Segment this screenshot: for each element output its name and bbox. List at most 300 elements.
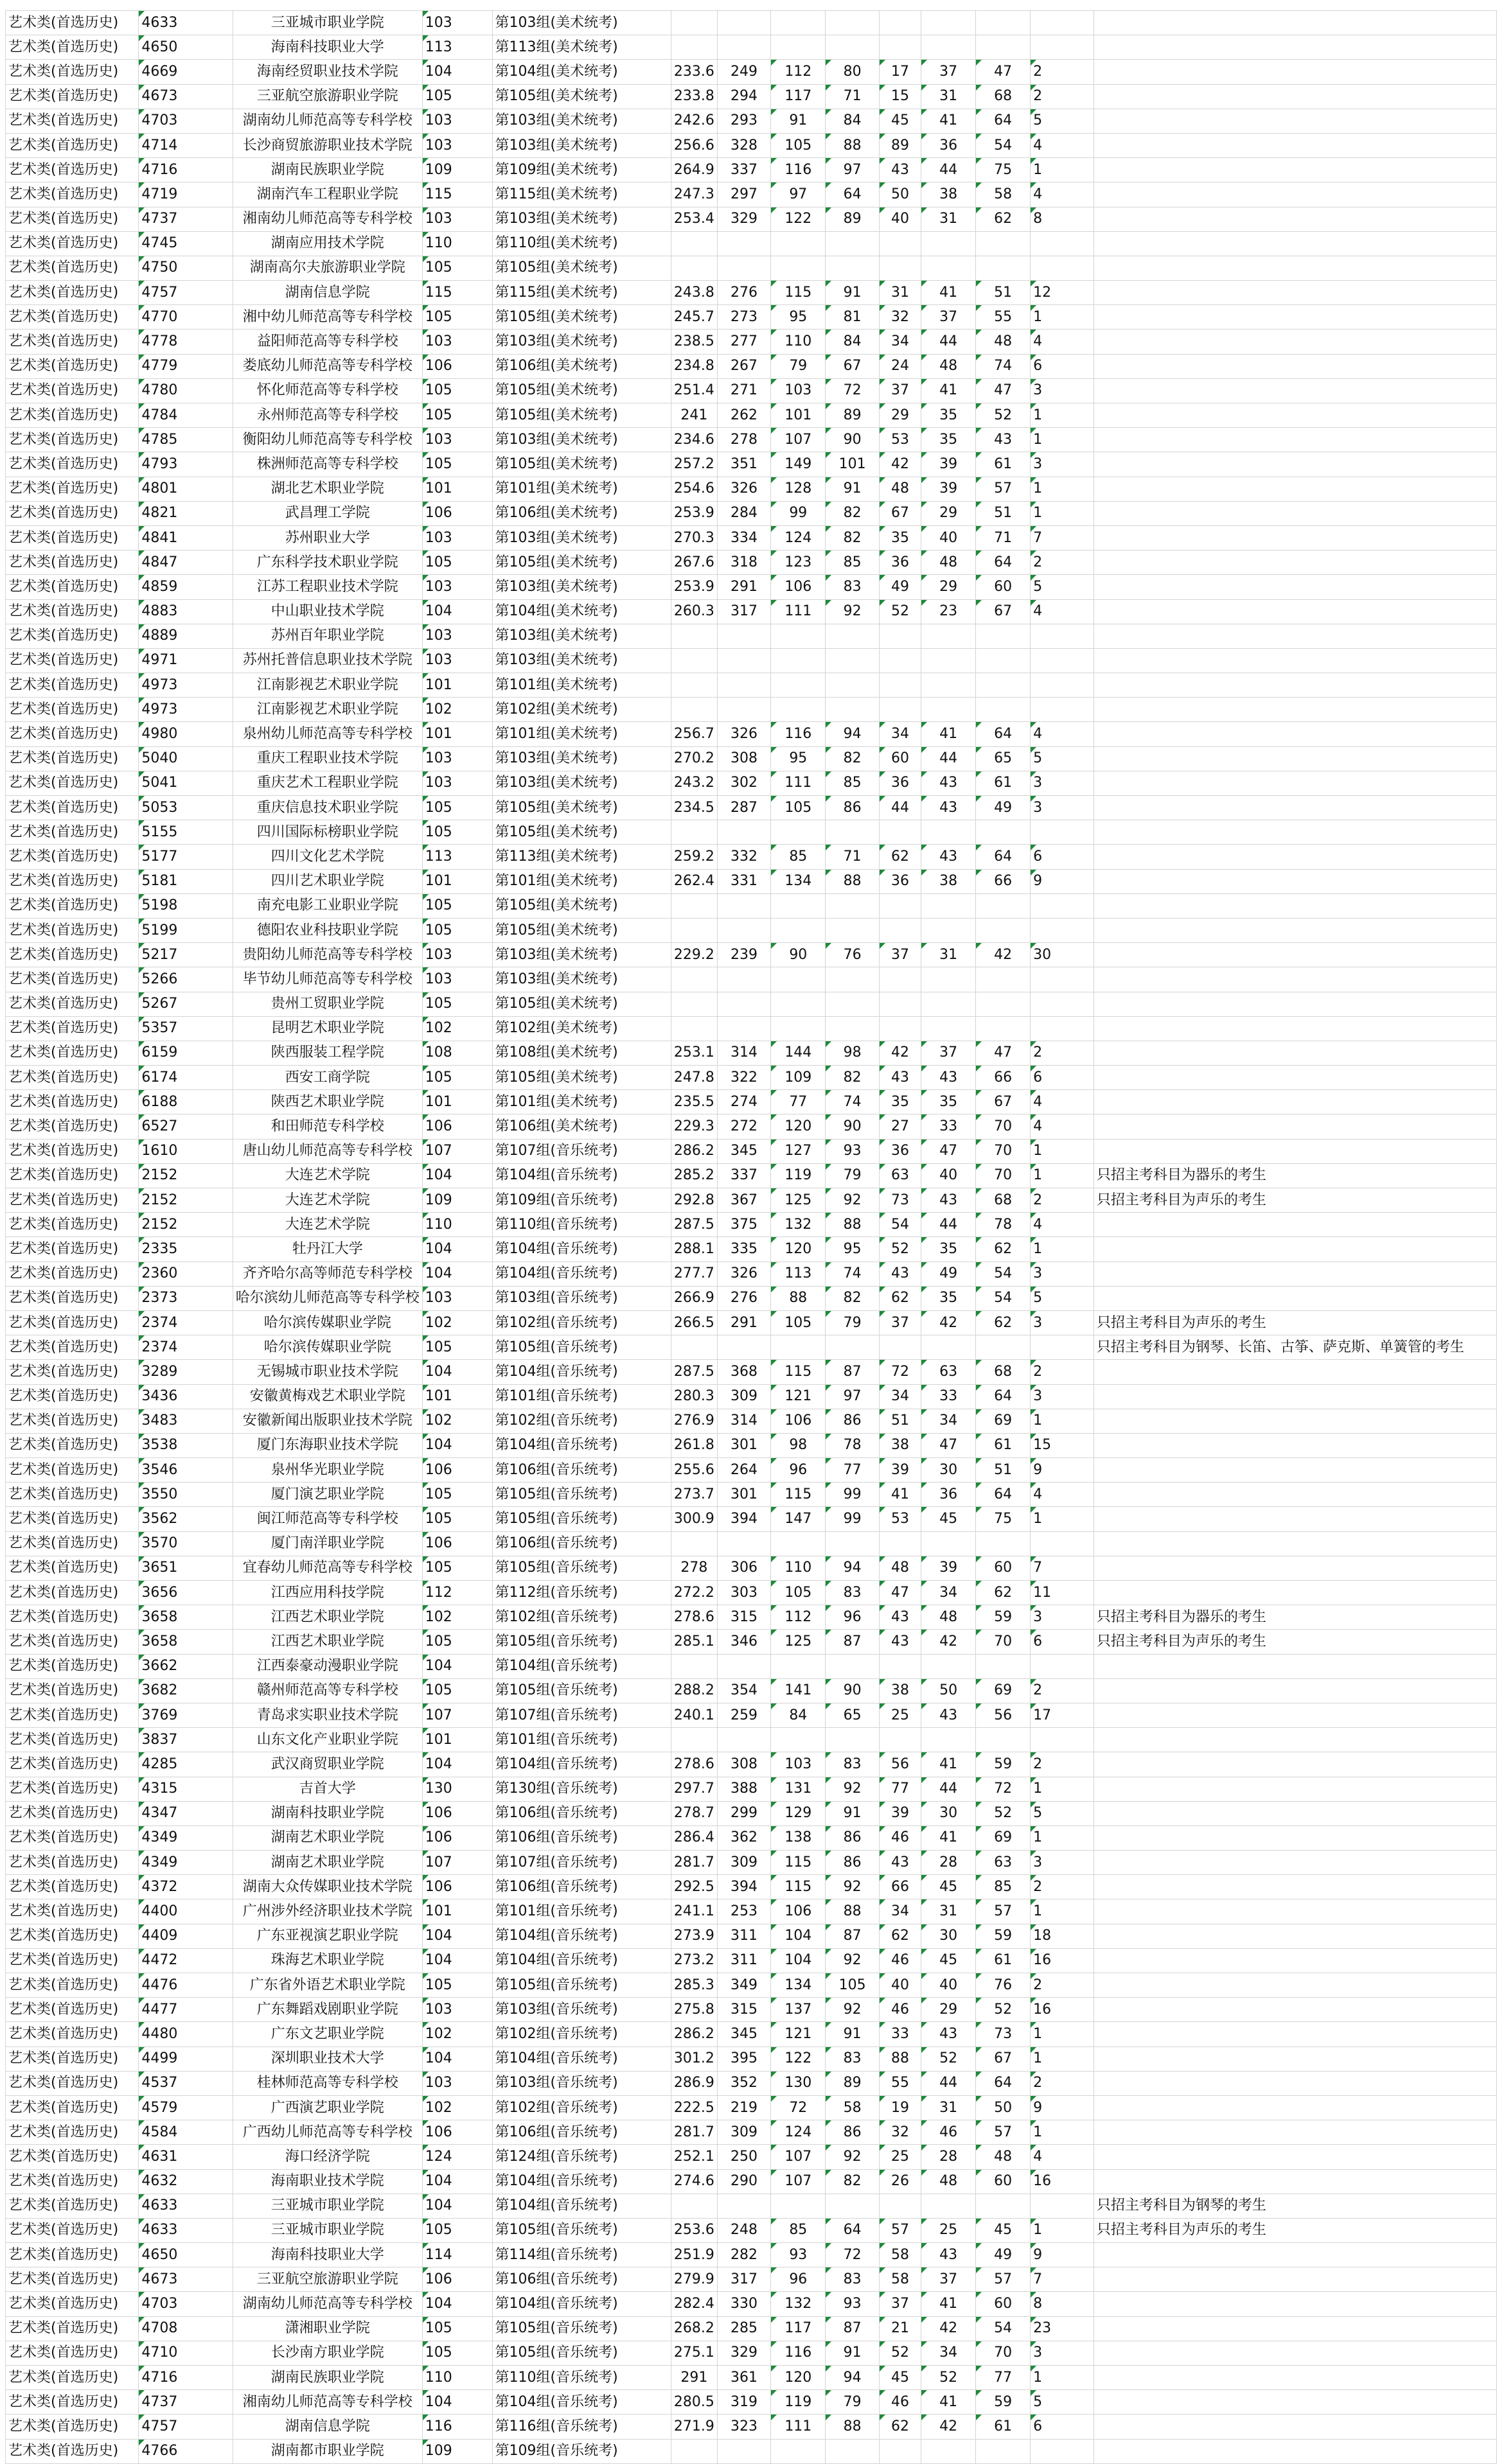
category-cell[interactable]: 艺术类(首选历史): [6, 428, 139, 452]
min-score-cell[interactable]: 253.1: [671, 1041, 717, 1065]
group-name-cell[interactable]: 第105组(音乐统考): [492, 2316, 671, 2341]
school-code-cell[interactable]: 5217: [139, 943, 233, 967]
group-name-cell[interactable]: 第103组(美术统考): [492, 525, 671, 550]
note-cell[interactable]: [1094, 1360, 1496, 1384]
group-name-cell[interactable]: 第107组(音乐统考): [492, 1851, 671, 1875]
group-code-cell[interactable]: 104: [422, 1237, 492, 1262]
chinese-cell[interactable]: 122: [771, 2046, 826, 2071]
min-score-cell[interactable]: 252.1: [671, 2145, 717, 2169]
chinese-cell[interactable]: 95: [771, 305, 826, 330]
min-score-cell[interactable]: 278.6: [671, 1752, 717, 1777]
culture-score-cell[interactable]: 309: [717, 1384, 770, 1409]
first-subject-cell[interactable]: 41: [921, 722, 976, 746]
admitted-count-cell[interactable]: 2: [1031, 1752, 1094, 1777]
category-cell[interactable]: 艺术类(首选历史): [6, 2415, 139, 2439]
admitted-count-cell[interactable]: 8: [1031, 2292, 1094, 2316]
admitted-count-cell[interactable]: 5: [1031, 575, 1094, 599]
school-name-cell[interactable]: 永州师范高等专科学校: [233, 403, 422, 428]
first-subject-cell[interactable]: [921, 35, 976, 60]
culture-score-cell[interactable]: 294: [717, 84, 770, 109]
chinese-cell[interactable]: 115: [771, 1875, 826, 1899]
school-code-cell[interactable]: 3550: [139, 1483, 233, 1507]
group-code-cell[interactable]: 105: [422, 256, 492, 280]
group-code-cell[interactable]: 113: [422, 845, 492, 869]
culture-score-cell[interactable]: 328: [717, 133, 770, 157]
culture-score-cell[interactable]: [717, 624, 770, 648]
category-cell[interactable]: 艺术类(首选历史): [6, 2022, 139, 2046]
category-cell[interactable]: 艺术类(首选历史): [6, 231, 139, 256]
group-code-cell[interactable]: 103: [422, 648, 492, 673]
school-code-cell[interactable]: 1610: [139, 1139, 233, 1163]
min-score-cell[interactable]: 253.9: [671, 575, 717, 599]
group-code-cell[interactable]: 103: [422, 967, 492, 992]
group-name-cell[interactable]: 第107组(音乐统考): [492, 1139, 671, 1163]
english-cell[interactable]: 50: [879, 182, 921, 207]
math-cell[interactable]: 92: [826, 1998, 879, 2022]
school-code-cell[interactable]: 3538: [139, 1433, 233, 1457]
admitted-count-cell[interactable]: 9: [1031, 869, 1094, 893]
second-subject-cell[interactable]: 61: [976, 771, 1031, 795]
group-name-cell[interactable]: 第104组(音乐统考): [492, 1262, 671, 1286]
note-cell[interactable]: [1094, 2120, 1496, 2145]
culture-score-cell[interactable]: [717, 2194, 770, 2218]
note-cell[interactable]: [1094, 943, 1496, 967]
first-subject-cell[interactable]: 44: [921, 746, 976, 771]
school-code-cell[interactable]: 3837: [139, 1728, 233, 1752]
note-cell[interactable]: [1094, 1678, 1496, 1703]
first-subject-cell[interactable]: 41: [921, 378, 976, 403]
group-name-cell[interactable]: 第104组(音乐统考): [492, 1237, 671, 1262]
chinese-cell[interactable]: [771, 35, 826, 60]
min-score-cell[interactable]: [671, 2439, 717, 2463]
category-cell[interactable]: 艺术类(首选历史): [6, 2145, 139, 2169]
min-score-cell[interactable]: 292.8: [671, 1188, 717, 1213]
group-code-cell[interactable]: 109: [422, 1188, 492, 1213]
admitted-count-cell[interactable]: [1031, 820, 1094, 845]
category-cell[interactable]: 艺术类(首选历史): [6, 452, 139, 477]
culture-score-cell[interactable]: 290: [717, 2169, 770, 2194]
chinese-cell[interactable]: 107: [771, 428, 826, 452]
min-score-cell[interactable]: 280.3: [671, 1384, 717, 1409]
first-subject-cell[interactable]: [921, 918, 976, 942]
school-name-cell[interactable]: 南充电影工业职业学院: [233, 893, 422, 918]
min-score-cell[interactable]: 277.7: [671, 1262, 717, 1286]
culture-score-cell[interactable]: 323: [717, 2415, 770, 2439]
note-cell[interactable]: [1094, 2169, 1496, 2194]
min-score-cell[interactable]: 229.2: [671, 943, 717, 967]
english-cell[interactable]: 77: [879, 1777, 921, 1801]
group-code-cell[interactable]: 104: [422, 1752, 492, 1777]
chinese-cell[interactable]: 144: [771, 1041, 826, 1065]
english-cell[interactable]: 62: [879, 845, 921, 869]
admitted-count-cell[interactable]: 1: [1031, 1507, 1094, 1531]
min-score-cell[interactable]: 278: [671, 1556, 717, 1580]
group-name-cell[interactable]: 第110组(美术统考): [492, 231, 671, 256]
admitted-count-cell[interactable]: 8: [1031, 207, 1094, 231]
english-cell[interactable]: 43: [879, 158, 921, 182]
min-score-cell[interactable]: 264.9: [671, 158, 717, 182]
category-cell[interactable]: 艺术类(首选历史): [6, 1826, 139, 1850]
group-name-cell[interactable]: 第103组(美术统考): [492, 109, 671, 133]
admitted-count-cell[interactable]: 1: [1031, 477, 1094, 501]
school-name-cell[interactable]: 江苏工程职业技术学院: [233, 575, 422, 599]
group-name-cell[interactable]: 第105组(美术统考): [492, 918, 671, 942]
math-cell[interactable]: [826, 35, 879, 60]
school-name-cell[interactable]: 毕节幼儿师范高等专科学校: [233, 967, 422, 992]
group-code-cell[interactable]: 105: [422, 820, 492, 845]
english-cell[interactable]: [879, 698, 921, 722]
second-subject-cell[interactable]: [976, 11, 1031, 35]
group-code-cell[interactable]: 102: [422, 2022, 492, 2046]
english-cell[interactable]: [879, 820, 921, 845]
first-subject-cell[interactable]: 48: [921, 2169, 976, 2194]
first-subject-cell[interactable]: 35: [921, 1237, 976, 1262]
group-code-cell[interactable]: 103: [422, 428, 492, 452]
chinese-cell[interactable]: 105: [771, 133, 826, 157]
min-score-cell[interactable]: 241: [671, 403, 717, 428]
chinese-cell[interactable]: 103: [771, 1752, 826, 1777]
culture-score-cell[interactable]: 291: [717, 575, 770, 599]
culture-score-cell[interactable]: 248: [717, 2218, 770, 2242]
chinese-cell[interactable]: 111: [771, 771, 826, 795]
math-cell[interactable]: [826, 1016, 879, 1041]
category-cell[interactable]: 艺术类(首选历史): [6, 84, 139, 109]
math-cell[interactable]: 82: [826, 525, 879, 550]
school-name-cell[interactable]: 三亚航空旅游职业学院: [233, 84, 422, 109]
culture-score-cell[interactable]: 264: [717, 1458, 770, 1483]
culture-score-cell[interactable]: 330: [717, 2292, 770, 2316]
group-name-cell[interactable]: 第102组(音乐统考): [492, 2022, 671, 2046]
group-code-cell[interactable]: 101: [422, 1384, 492, 1409]
school-name-cell[interactable]: 湖南幼儿师范高等专科学校: [233, 109, 422, 133]
school-code-cell[interactable]: 4708: [139, 2316, 233, 2341]
category-cell[interactable]: 艺术类(首选历史): [6, 918, 139, 942]
second-subject-cell[interactable]: 64: [976, 1384, 1031, 1409]
chinese-cell[interactable]: 125: [771, 1188, 826, 1213]
min-score-cell[interactable]: 266.9: [671, 1286, 717, 1310]
group-name-cell[interactable]: 第103组(美术统考): [492, 746, 671, 771]
school-name-cell[interactable]: 江南影视艺术职业学院: [233, 698, 422, 722]
math-cell[interactable]: 92: [826, 1188, 879, 1213]
school-name-cell[interactable]: 湘中幼儿师范高等专科学校: [233, 305, 422, 330]
first-subject-cell[interactable]: [921, 231, 976, 256]
math-cell[interactable]: 86: [826, 796, 879, 820]
first-subject-cell[interactable]: 45: [921, 1875, 976, 1899]
second-subject-cell[interactable]: 52: [976, 403, 1031, 428]
min-score-cell[interactable]: 288.1: [671, 1237, 717, 1262]
min-score-cell[interactable]: [671, 2194, 717, 2218]
second-subject-cell[interactable]: [976, 698, 1031, 722]
group-name-cell[interactable]: 第101组(美术统考): [492, 1090, 671, 1114]
group-code-cell[interactable]: 101: [422, 1090, 492, 1114]
group-code-cell[interactable]: 105: [422, 378, 492, 403]
category-cell[interactable]: 艺术类(首选历史): [6, 943, 139, 967]
min-score-cell[interactable]: 234.6: [671, 428, 717, 452]
first-subject-cell[interactable]: 48: [921, 354, 976, 378]
min-score-cell[interactable]: 256.6: [671, 133, 717, 157]
note-cell[interactable]: [1094, 525, 1496, 550]
first-subject-cell[interactable]: 30: [921, 1924, 976, 1948]
category-cell[interactable]: 艺术类(首选历史): [6, 1188, 139, 1213]
math-cell[interactable]: 83: [826, 1752, 879, 1777]
admitted-count-cell[interactable]: 4: [1031, 1090, 1094, 1114]
admitted-count-cell[interactable]: [1031, 624, 1094, 648]
math-cell[interactable]: 97: [826, 158, 879, 182]
math-cell[interactable]: 83: [826, 2046, 879, 2071]
note-cell[interactable]: [1094, 918, 1496, 942]
min-score-cell[interactable]: 241.1: [671, 1899, 717, 1924]
min-score-cell[interactable]: 270.3: [671, 525, 717, 550]
category-cell[interactable]: 艺术类(首选历史): [6, 1948, 139, 1973]
english-cell[interactable]: 47: [879, 1581, 921, 1605]
group-code-cell[interactable]: 105: [422, 1630, 492, 1654]
group-name-cell[interactable]: 第105组(音乐统考): [492, 1507, 671, 1531]
admitted-count-cell[interactable]: 7: [1031, 525, 1094, 550]
math-cell[interactable]: 86: [826, 2120, 879, 2145]
culture-score-cell[interactable]: 331: [717, 869, 770, 893]
min-score-cell[interactable]: 243.8: [671, 281, 717, 305]
min-score-cell[interactable]: 301.2: [671, 2046, 717, 2071]
first-subject-cell[interactable]: [921, 256, 976, 280]
category-cell[interactable]: 艺术类(首选历史): [6, 60, 139, 84]
admitted-count-cell[interactable]: 5: [1031, 746, 1094, 771]
second-subject-cell[interactable]: 64: [976, 2071, 1031, 2095]
chinese-cell[interactable]: 123: [771, 550, 826, 575]
category-cell[interactable]: 艺术类(首选历史): [6, 158, 139, 182]
group-code-cell[interactable]: 102: [422, 2095, 492, 2120]
min-score-cell[interactable]: 251.4: [671, 378, 717, 403]
english-cell[interactable]: [879, 1654, 921, 1678]
admitted-count-cell[interactable]: 3: [1031, 2341, 1094, 2365]
culture-score-cell[interactable]: 293: [717, 109, 770, 133]
school-name-cell[interactable]: 广东文艺职业学院: [233, 2022, 422, 2046]
admitted-count-cell[interactable]: [1031, 1016, 1094, 1041]
note-cell[interactable]: [1094, 1703, 1496, 1727]
math-cell[interactable]: 99: [826, 1483, 879, 1507]
school-name-cell[interactable]: 安徽黄梅戏艺术职业学院: [233, 1384, 422, 1409]
english-cell[interactable]: 25: [879, 2145, 921, 2169]
school-name-cell[interactable]: 广州涉外经济职业技术学院: [233, 1899, 422, 1924]
group-name-cell[interactable]: 第103组(美术统考): [492, 624, 671, 648]
group-name-cell[interactable]: 第103组(美术统考): [492, 648, 671, 673]
group-name-cell[interactable]: 第106组(美术统考): [492, 1114, 671, 1139]
english-cell[interactable]: 21: [879, 2316, 921, 2341]
chinese-cell[interactable]: 121: [771, 1384, 826, 1409]
first-subject-cell[interactable]: [921, 624, 976, 648]
second-subject-cell[interactable]: 75: [976, 1507, 1031, 1531]
admitted-count-cell[interactable]: 2: [1031, 60, 1094, 84]
chinese-cell[interactable]: 147: [771, 1507, 826, 1531]
chinese-cell[interactable]: 107: [771, 2169, 826, 2194]
min-score-cell[interactable]: [671, 35, 717, 60]
admitted-count-cell[interactable]: 1: [1031, 428, 1094, 452]
group-code-cell[interactable]: 103: [422, 2071, 492, 2095]
school-code-cell[interactable]: 6188: [139, 1090, 233, 1114]
group-name-cell[interactable]: 第116组(音乐统考): [492, 2415, 671, 2439]
group-code-cell[interactable]: 104: [422, 1654, 492, 1678]
school-code-cell[interactable]: 4757: [139, 281, 233, 305]
min-score-cell[interactable]: 247.8: [671, 1066, 717, 1090]
school-code-cell[interactable]: 4409: [139, 1924, 233, 1948]
english-cell[interactable]: 45: [879, 2366, 921, 2390]
math-cell[interactable]: 91: [826, 1801, 879, 1826]
english-cell[interactable]: [879, 992, 921, 1016]
note-cell[interactable]: 只招主考科目为器乐的考生: [1094, 1605, 1496, 1630]
english-cell[interactable]: [879, 2194, 921, 2218]
second-subject-cell[interactable]: 69: [976, 1678, 1031, 1703]
culture-score-cell[interactable]: 308: [717, 1752, 770, 1777]
school-code-cell[interactable]: 3658: [139, 1630, 233, 1654]
english-cell[interactable]: 37: [879, 1310, 921, 1335]
min-score-cell[interactable]: 278.7: [671, 1801, 717, 1826]
chinese-cell[interactable]: 115: [771, 281, 826, 305]
group-name-cell[interactable]: 第105组(美术统考): [492, 403, 671, 428]
min-score-cell[interactable]: 271.9: [671, 2415, 717, 2439]
school-name-cell[interactable]: 怀化师范高等专科学校: [233, 378, 422, 403]
math-cell[interactable]: 81: [826, 305, 879, 330]
first-subject-cell[interactable]: 41: [921, 2390, 976, 2415]
culture-score-cell[interactable]: 253: [717, 1899, 770, 1924]
math-cell[interactable]: [826, 2439, 879, 2463]
group-name-cell[interactable]: 第104组(美术统考): [492, 60, 671, 84]
first-subject-cell[interactable]: 41: [921, 281, 976, 305]
math-cell[interactable]: [826, 820, 879, 845]
category-cell[interactable]: 艺术类(首选历史): [6, 698, 139, 722]
group-name-cell[interactable]: 第112组(音乐统考): [492, 1581, 671, 1605]
note-cell[interactable]: [1094, 330, 1496, 354]
english-cell[interactable]: 34: [879, 1899, 921, 1924]
admitted-count-cell[interactable]: 1: [1031, 305, 1094, 330]
math-cell[interactable]: 85: [826, 550, 879, 575]
group-code-cell[interactable]: 103: [422, 109, 492, 133]
math-cell[interactable]: [826, 2194, 879, 2218]
category-cell[interactable]: 艺术类(首选历史): [6, 893, 139, 918]
english-cell[interactable]: [879, 231, 921, 256]
first-subject-cell[interactable]: [921, 648, 976, 673]
admitted-count-cell[interactable]: [1031, 673, 1094, 698]
school-name-cell[interactable]: 湖南民族职业学院: [233, 2366, 422, 2390]
group-code-cell[interactable]: 105: [422, 1507, 492, 1531]
chinese-cell[interactable]: [771, 1531, 826, 1556]
min-score-cell[interactable]: 253.6: [671, 2218, 717, 2242]
school-code-cell[interactable]: 4714: [139, 133, 233, 157]
culture-score-cell[interactable]: 395: [717, 2046, 770, 2071]
culture-score-cell[interactable]: 271: [717, 378, 770, 403]
note-cell[interactable]: [1094, 428, 1496, 452]
english-cell[interactable]: 51: [879, 1409, 921, 1433]
category-cell[interactable]: 艺术类(首选历史): [6, 1801, 139, 1826]
second-subject-cell[interactable]: 66: [976, 1066, 1031, 1090]
school-code-cell[interactable]: 4537: [139, 2071, 233, 2095]
school-name-cell[interactable]: 湖南都市职业学院: [233, 2439, 422, 2463]
chinese-cell[interactable]: 124: [771, 525, 826, 550]
admitted-count-cell[interactable]: [1031, 256, 1094, 280]
category-cell[interactable]: 艺术类(首选历史): [6, 1066, 139, 1090]
min-score-cell[interactable]: 291: [671, 2366, 717, 2390]
note-cell[interactable]: [1094, 2046, 1496, 2071]
admitted-count-cell[interactable]: 4: [1031, 599, 1094, 624]
math-cell[interactable]: 92: [826, 599, 879, 624]
school-code-cell[interactable]: 2360: [139, 1262, 233, 1286]
chinese-cell[interactable]: 111: [771, 599, 826, 624]
culture-score-cell[interactable]: 375: [717, 1213, 770, 1237]
second-subject-cell[interactable]: 64: [976, 722, 1031, 746]
culture-score-cell[interactable]: [717, 1654, 770, 1678]
category-cell[interactable]: 艺术类(首选历史): [6, 2267, 139, 2292]
math-cell[interactable]: 64: [826, 182, 879, 207]
school-code-cell[interactable]: 3662: [139, 1654, 233, 1678]
math-cell[interactable]: 58: [826, 2095, 879, 2120]
school-code-cell[interactable]: 4499: [139, 2046, 233, 2071]
group-name-cell[interactable]: 第105组(音乐统考): [492, 1678, 671, 1703]
chinese-cell[interactable]: 120: [771, 2366, 826, 2390]
admitted-count-cell[interactable]: 3: [1031, 378, 1094, 403]
culture-score-cell[interactable]: 315: [717, 1605, 770, 1630]
first-subject-cell[interactable]: 43: [921, 771, 976, 795]
min-score-cell[interactable]: 282.4: [671, 2292, 717, 2316]
min-score-cell[interactable]: 266.5: [671, 1310, 717, 1335]
group-name-cell[interactable]: 第109组(音乐统考): [492, 1188, 671, 1213]
admitted-count-cell[interactable]: 1: [1031, 2046, 1094, 2071]
admitted-count-cell[interactable]: 1: [1031, 1899, 1094, 1924]
group-code-cell[interactable]: 102: [422, 1310, 492, 1335]
english-cell[interactable]: 46: [879, 1998, 921, 2022]
chinese-cell[interactable]: 93: [771, 2243, 826, 2267]
min-score-cell[interactable]: 281.7: [671, 2120, 717, 2145]
min-score-cell[interactable]: 229.3: [671, 1114, 717, 1139]
group-code-cell[interactable]: 109: [422, 2439, 492, 2463]
english-cell[interactable]: 43: [879, 1262, 921, 1286]
chinese-cell[interactable]: 115: [771, 1851, 826, 1875]
second-subject-cell[interactable]: 47: [976, 1041, 1031, 1065]
culture-score-cell[interactable]: 354: [717, 1678, 770, 1703]
min-score-cell[interactable]: [671, 967, 717, 992]
school-code-cell[interactable]: 3483: [139, 1409, 233, 1433]
culture-score-cell[interactable]: 285: [717, 2316, 770, 2341]
english-cell[interactable]: 42: [879, 452, 921, 477]
admitted-count-cell[interactable]: 1: [1031, 2218, 1094, 2242]
category-cell[interactable]: 艺术类(首选历史): [6, 2120, 139, 2145]
culture-score-cell[interactable]: 314: [717, 1409, 770, 1433]
chinese-cell[interactable]: 109: [771, 1066, 826, 1090]
second-subject-cell[interactable]: 55: [976, 305, 1031, 330]
category-cell[interactable]: 艺术类(首选历史): [6, 256, 139, 280]
second-subject-cell[interactable]: 59: [976, 1924, 1031, 1948]
culture-score-cell[interactable]: 361: [717, 2366, 770, 2390]
culture-score-cell[interactable]: 274: [717, 1090, 770, 1114]
english-cell[interactable]: 43: [879, 1066, 921, 1090]
culture-score-cell[interactable]: 272: [717, 1114, 770, 1139]
chinese-cell[interactable]: 95: [771, 746, 826, 771]
group-code-cell[interactable]: 110: [422, 231, 492, 256]
school-code-cell[interactable]: 4372: [139, 1875, 233, 1899]
first-subject-cell[interactable]: 33: [921, 1384, 976, 1409]
group-name-cell[interactable]: 第102组(音乐统考): [492, 1409, 671, 1433]
chinese-cell[interactable]: 134: [771, 869, 826, 893]
school-name-cell[interactable]: 西安工商学院: [233, 1066, 422, 1090]
school-code-cell[interactable]: 3546: [139, 1458, 233, 1483]
min-score-cell[interactable]: 300.9: [671, 1507, 717, 1531]
chinese-cell[interactable]: 106: [771, 1899, 826, 1924]
english-cell[interactable]: 34: [879, 1384, 921, 1409]
chinese-cell[interactable]: 129: [771, 1801, 826, 1826]
culture-score-cell[interactable]: [717, 1335, 770, 1360]
min-score-cell[interactable]: 233.8: [671, 84, 717, 109]
second-subject-cell[interactable]: 70: [976, 1163, 1031, 1188]
admitted-count-cell[interactable]: 4: [1031, 133, 1094, 157]
school-name-cell[interactable]: 哈尔滨传媒职业学院: [233, 1335, 422, 1360]
min-score-cell[interactable]: 261.8: [671, 1433, 717, 1457]
